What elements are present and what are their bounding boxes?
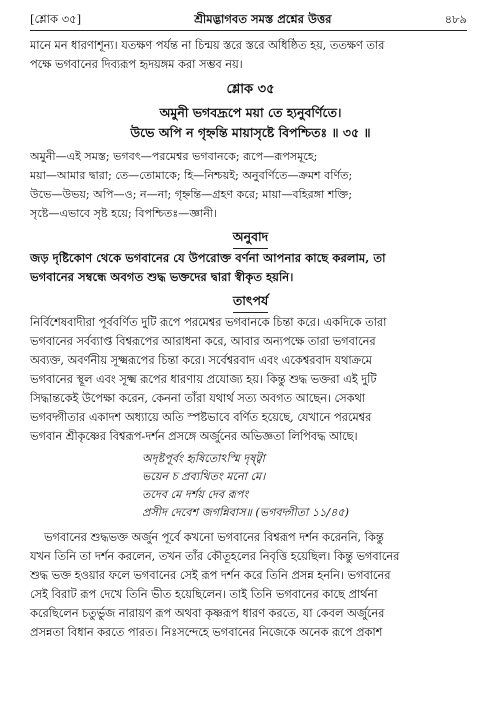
intro-line: মানে মন ধারণাশূন্য। যতক্ষণ পর্যন্ত না চিন্ময় স্তরে স্তরে অধিষ্ঠিত হয়, ততক্ষণ তার [30, 39, 385, 52]
purport-line: ভগবদ্গীতার একাদশ অধ্যায়ে অতি স্পষ্টভাবে বর্ণিত হয়েছে, যেখানে পরমেশ্বর [30, 411, 372, 424]
running-header [30, 8, 467, 31]
quote-line: ভয়েন চ প্রব্যথিতং মনো মে। [142, 470, 266, 483]
purport-line: সিদ্ধান্তকেই উপেক্ষা করেন, কেননা তাঁরা যথার্থ সত্য অবগত আছেন। সেকথা [30, 392, 366, 405]
final-line: শুদ্ধ ভক্ত হওয়ার ফলে ভগবানের সেই রূপ দর্শন করে তিনি প্রসন্ন হননি। ভগবানের [30, 569, 391, 582]
final-line: করেছিলেন চতুর্ভুজ নারায়ণ রূপ অথবা কৃষ্ণরূপ ধারণ করতে, যা কেবল অর্জুনের [30, 607, 385, 620]
purport-line: অব্যক্ত, অবর্ণনীয় সূক্ষ্মরূপের চিন্তা করে। সর্বেশ্বরবাদ এবং একেশ্বরবাদ যথাক্রমে [30, 354, 372, 367]
purport-line: ভগবানের স্থূল এবং সূক্ষ্ম রূপের ধারণায় প্রযোজ্য হয়। কিন্তু শুদ্ধ ভক্তরা এই দুটি [30, 373, 377, 386]
final-line: প্রসন্নতা বিধান করতে পারত। নিঃসন্দেহে ভগবানের নিজেকে অনেক রূপে প্রকাশ [30, 626, 383, 639]
header-verse-ref: [শ্লোক ৩৫] [30, 12, 82, 26]
translation-line: ভগবানের সম্বন্ধে অবগত শুদ্ধ ভক্তদের দ্বারা স্বীকৃত হয়নি। [30, 270, 294, 284]
synonym-line: সৃষ্টে—এভাবে সৃষ্ট হয়ে; বিপশ্চিতঃ—জ্ঞানী। [30, 207, 217, 220]
quote-line: অদৃষ্টপূর্বং হৃষিতোঽস্মি দৃষ্ট্বা [142, 452, 265, 465]
sloka-title: শ্লোক ৩৫ [226, 82, 275, 97]
quote-line: প্রসীদ দেবেশ জগন্নিবাস॥ (ভগবদ্গীতা ১১/৪৫) [142, 506, 350, 519]
gita-quote [30, 450, 471, 522]
synonym-line: অমুনী—এই সমস্ত; ভগবৎ—পরমেশ্বর ভগবানকে; রূপে—রূপসমূহে; [30, 150, 318, 163]
purport-line: ভগবান শ্রীকৃষ্ণের বিশ্বরূপ-দর্শন প্রসঙ্গে অর্জুনের অভিজ্ঞতা লিপিবদ্ধ আছে। [30, 430, 358, 443]
page-number: ৪৮৯ [444, 12, 467, 26]
final-line: ভগবানের শুদ্ধভক্ত অর্জুন পূর্বে কখনো ভগবানের বিশ্বরূপ দর্শন করেননি, কিন্তু [44, 531, 384, 544]
header-title: শ্রীমদ্ভাগবত সমস্ত প্রশ্নের উত্তর [194, 12, 332, 26]
purport-line: ভগবানের সর্বব্যাপ্ত বিশ্বরূপের আরাধনা করে, আবার অন্যপক্ষে তারা ভগবানের [30, 335, 376, 348]
purport-heading-wrap [30, 290, 471, 313]
synonym-line: উভে—উভয়; অপি—ও; ন—না; গৃহ্নন্তি—গ্রহণ করে; মায়া—বহিরঙ্গা শক্তি; [30, 188, 353, 201]
final-line: সেই বিরাট রূপ দেখে তিনি ভীত হয়েছিলেন। তাই তিনি ভগবানের কাছে প্রার্থনা [30, 588, 378, 601]
synonym-line: ময়া—আমার দ্বারা; তে—তোমাকে; হি—নিশ্চয়ই; অনুবর্ণিতে—ক্রমশ বর্ণিত; [30, 169, 353, 182]
translation-heading-wrap [30, 226, 471, 249]
translation-line: জড় দৃষ্টিকোণ থেকে ভগবানের যে উপরোক্ত বর্ণনা আপনার কাছে করলাম, তা [30, 251, 386, 265]
page-body [30, 36, 471, 642]
purport-line: নির্বিশেষবাদীরা পূর্ববর্ণিত দুটি রূপে পরমেশ্বর ভগবানকে চিন্তা করে। একদিকে তারা [30, 316, 387, 329]
intro-line: পক্ষে ভগবানের দিব্যরূপ হৃদয়ঙ্গম করা সম্ভব নয়। [30, 58, 243, 71]
purport-heading: তাৎপর্য [233, 290, 268, 313]
verse-line: অমুনী ভগবদ্রূপে ময়া তে হ্যনুবর্ণিতে। [159, 105, 342, 120]
quote-line: তদেব মে দর্শয় দেব রূপং [142, 488, 249, 501]
verse-line: উভে অপি ন গৃহ্নন্তি মায়াসৃষ্টে বিপশ্চিতঃ ॥ ৩৫ ॥ [130, 125, 371, 140]
final-line: যখন তিনি তা দর্শন করলেন, তখন তাঁর কৌতূহলের নিবৃত্তি হয়েছিল। কিন্তু ভগবানের [30, 550, 400, 563]
translation-heading: অনুবাদ [233, 226, 268, 249]
